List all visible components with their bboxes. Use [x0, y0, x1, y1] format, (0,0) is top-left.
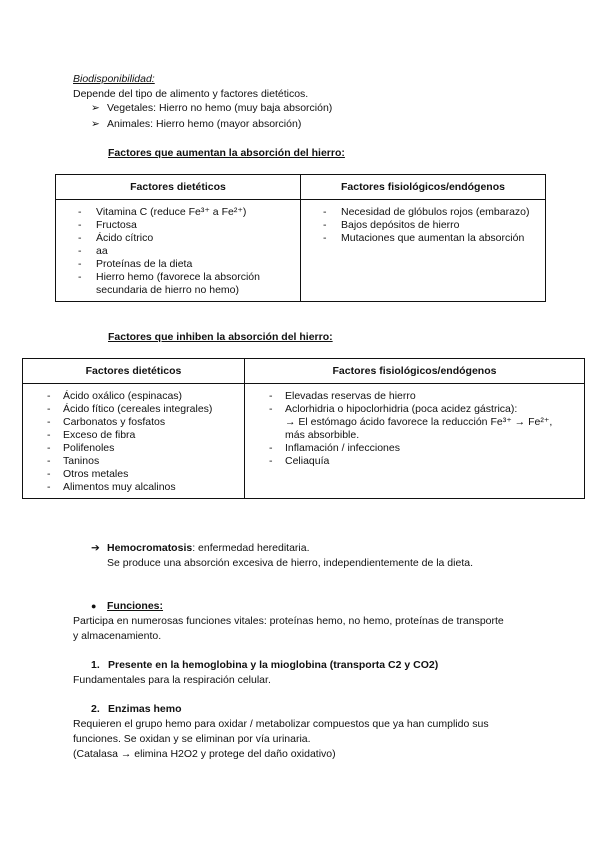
- item1-number: 1.: [91, 659, 100, 671]
- hemo-line: [91, 541, 310, 555]
- table1-header-physiological: Factores fisiológicos/endógenos: [301, 175, 546, 200]
- item2-line: (Catalasa → elimina H2O2 y protege del daño oxidativo): [73, 748, 336, 760]
- list-item: - Mutaciones que aumentan la absorción: [301, 232, 545, 245]
- list-item: - Vitamina C (reduce Fe³⁺ a Fe²⁺): [56, 206, 300, 219]
- list-item: - aa: [56, 245, 300, 258]
- bullet-dot-icon: ●: [91, 601, 97, 611]
- table2-title: Factores que inhiben la absorción del hierro:: [108, 331, 333, 343]
- table1-dietary-list: [56, 200, 300, 301]
- list-item: - Polifenoles: [23, 442, 244, 455]
- table2-dietary-cell: [23, 384, 245, 499]
- hemo-term: Hemocromatosis: [107, 542, 193, 554]
- funciones-heading-line: [91, 599, 163, 613]
- list-item-text: Aclorhidria o hipoclorhidria (poca acidez gástrica):: [285, 403, 518, 415]
- inhibitors-table: [22, 358, 585, 499]
- arrow-bullet-icon: ➢: [91, 102, 100, 114]
- list-item: - Bajos depósitos de hierro: [301, 219, 545, 232]
- table2-dietary-list: [23, 384, 244, 498]
- funciones-text2: y almacenamiento.: [73, 630, 162, 642]
- item2-line: funciones. Se oxidan y se eliminan por vía urinaria.: [73, 733, 311, 745]
- arrow-right-icon: ➔: [91, 542, 100, 554]
- item2-heading: [91, 702, 182, 716]
- list-item: - Necesidad de glóbulos rojos (embarazo): [301, 206, 545, 219]
- hemo-line2: Se produce una absorción excesiva de hierro, independientemente de la dieta.: [107, 557, 473, 569]
- list-item: - Inflamación / infecciones: [245, 442, 584, 455]
- table1-dietary-cell: [56, 200, 301, 302]
- bio-item: [91, 117, 301, 131]
- item1-heading: [91, 658, 438, 672]
- list-item: - Taninos: [23, 455, 244, 468]
- list-item: - Proteínas de la dieta: [56, 258, 300, 271]
- item2-line: Requieren el grupo hemo para oxidar / metabolizar compuestos que ya han cumplido sus: [73, 718, 489, 730]
- list-item: - Fructosa: [56, 219, 300, 232]
- list-item: - Hierro hemo (favorece la absorción secundaria de hierro no hemo): [56, 271, 300, 297]
- table2-physiological-cell: [245, 384, 585, 499]
- table2-physiological-list: [245, 384, 584, 472]
- list-item: - Ácido oxálico (espinacas): [23, 390, 244, 403]
- table2-header-dietary: Factores dietéticos: [23, 359, 245, 384]
- bio-item: [91, 101, 332, 115]
- list-item: - Elevadas reservas de hierro: [245, 390, 584, 403]
- bio-line: Depende del tipo de alimento y factores dietéticos.: [73, 88, 309, 100]
- hemo-desc: : enfermedad hereditaria.: [192, 542, 310, 554]
- list-item: - Ácido cítrico: [56, 232, 300, 245]
- funciones-text1: Participa en numerosas funciones vitales: proteínas hemo, no hemo, proteínas de transporte: [73, 615, 504, 627]
- item1-title: Presente en la hemoglobina y la mioglobina (transporta C2 y CO2): [108, 659, 439, 671]
- bio-item-text: Animales: Hierro hemo (mayor absorción): [107, 118, 302, 130]
- list-item: - Alimentos muy alcalinos: [23, 481, 244, 494]
- table1-header-dietary: Factores dietéticos: [56, 175, 301, 200]
- list-item-note: → El estómago ácido favorece la reducción Fe³⁺ → Fe²⁺, más absorbible.: [285, 416, 553, 441]
- table1-physiological-cell: [301, 200, 546, 302]
- table1-title: Factores que aumentan la absorción del hierro:: [108, 147, 345, 159]
- item2-title: Enzimas hemo: [108, 703, 182, 715]
- funciones-heading: Funciones:: [107, 600, 164, 612]
- table1-physiological-list: [301, 200, 545, 249]
- list-item: - Celiaquía: [245, 455, 584, 468]
- arrow-bullet-icon: ➢: [91, 118, 100, 130]
- list-item: - Exceso de fibra: [23, 429, 244, 442]
- table2-header-physiological: Factores fisiológicos/endógenos: [245, 359, 585, 384]
- list-item: - Ácido fítico (cereales integrales): [23, 403, 244, 416]
- list-item: - Carbonatos y fosfatos: [23, 416, 244, 429]
- item2-number: 2.: [91, 703, 100, 715]
- bio-item-text: Vegetales: Hierro no hemo (muy baja absorción): [107, 102, 333, 114]
- list-item: - Otros metales: [23, 468, 244, 481]
- bio-heading: Biodisponibilidad:: [73, 73, 155, 85]
- item1-text: Fundamentales para la respiración celular.: [73, 674, 271, 686]
- list-item: [245, 403, 584, 442]
- enhancers-table: [55, 174, 546, 302]
